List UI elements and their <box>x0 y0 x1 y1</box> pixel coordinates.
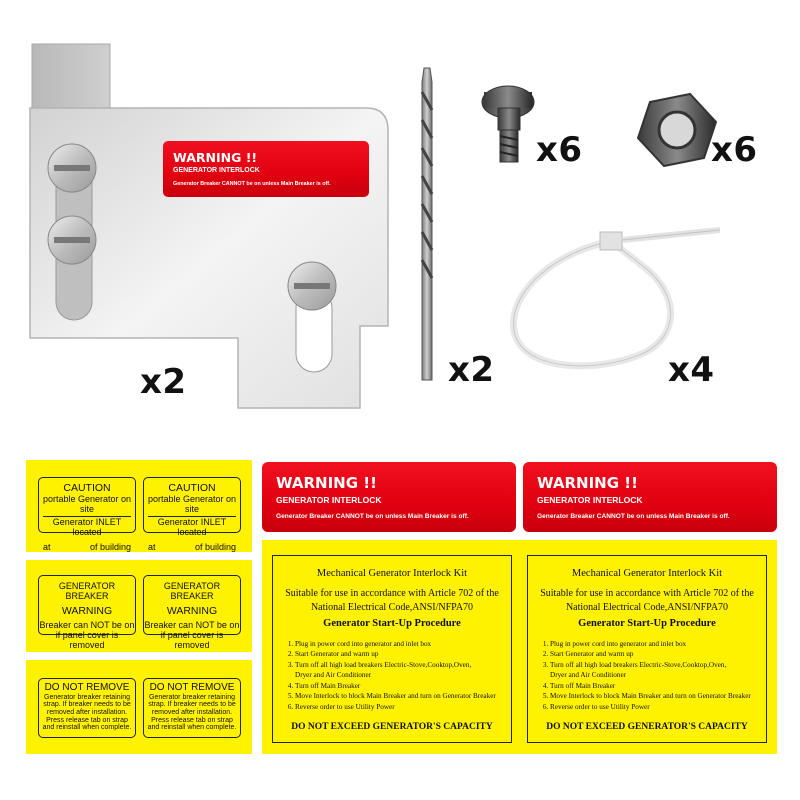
plate-warning-title: WARNING !! <box>173 150 258 165</box>
kit-steps-2: 1. Plug in power cord into generator and inlet box 2. Start Generator and warm up 3. Turn off all high load breakers Electric-Stove,Cooktop,Oven, Dryer and Air Conditioner 4. Turn off Main Breaker 5. Move Interlock to block Main Breaker and turn on Generator Breaker 6. Reverse order to use Utility Power <box>550 639 766 712</box>
breaker-label-sheet <box>26 560 252 652</box>
plate-screw-2 <box>48 216 96 264</box>
breaker-label-1: GENERATOR BREAKER WARNING Breaker can NOT be on if panel cover is removed <box>38 575 136 635</box>
plate-screw-3 <box>288 262 336 310</box>
warning-label-2: WARNING !! GENERATOR INTERLOCK Generator Breaker CANNOT be on unless Main Breaker is off. <box>523 462 777 532</box>
drill-bit-image <box>422 68 432 380</box>
screw-quantity: x6 <box>536 130 583 170</box>
kit-label-2: Mechanical Generator Interlock Kit Suitable for use in accordance with Article 702 of the National Electrical Code,ANSI/NFPA70 Generator Start-Up Procedure 1. Plug in power cord into generator and inlet box 2. Start Generator and warm up 3. Turn off all high load breakers Electric-Stove,Cooktop,Oven, Dryer and Air Conditioner 4. Turn off Main Breaker 5. Move Interlock to block Main Breaker and turn on Generator Breaker 6. Reverse order to use Utility Power DO NOT EXCEED GENERATOR'S CAPACITY <box>527 555 767 743</box>
caution-label-sheet <box>26 460 252 552</box>
hex-nut-image <box>638 94 716 166</box>
plate-warning-text: Generator Breaker CANNOT be on unless Main Breaker is off. <box>173 181 331 187</box>
breaker-label-2: GENERATOR BREAKER WARNING Breaker can NOT be on if panel cover is removed <box>143 575 241 635</box>
plate-screw-1 <box>48 144 96 192</box>
nut-quantity: x6 <box>711 130 758 170</box>
plate-quantity: x2 <box>140 362 187 402</box>
plate-warning-sticker <box>163 141 369 197</box>
remove-label-2: DO NOT REMOVE Generator breaker retaining strap. If breaker needs to be removed after installation. Press release tab on strap and reinstall when complete. <box>143 678 241 738</box>
caution-label-1: CAUTION portable Generator on site Generator INLET located at of building <box>38 477 136 533</box>
cable-tie-quantity: x4 <box>668 350 715 390</box>
warning-label-1: WARNING !! GENERATOR INTERLOCK Generator Breaker CANNOT be on unless Main Breaker is off. <box>262 462 516 532</box>
remove-label-1: DO NOT REMOVE Generator breaker retaining strap. If breaker needs to be removed after installation. Press release tab on strap and reinstall when complete. <box>38 678 136 738</box>
kit-label-1: Mechanical Generator Interlock Kit Suitable for use in accordance with Article 702 of the National Electrical Code,ANSI/NFPA70 Generator Start-Up Procedure 1. Plug in power cord into generator and inlet box 2. Start Generator and warm up 3. Turn off all high load breakers Electric-Stove,Cooktop,Oven, Dryer and Air Conditioner 4. Turn off Main Breaker 5. Move Interlock to block Main Breaker and turn on Generator Breaker 6. Reverse order to use Utility Power DO NOT EXCEED GENERATOR'S CAPACITY <box>272 555 512 743</box>
caution-label-2: CAUTION portable Generator on site Generator INLET located at of building <box>143 477 241 533</box>
kit-steps-1: 1. Plug in power cord into generator and inlet box 2. Start Generator and warm up 3. Turn off all high load breakers Electric-Stove,Cooktop,Oven, Dryer and Air Conditioner 4. Turn off Main Breaker 5. Move Interlock to block Main Breaker and turn on Generator Breaker 6. Reverse order to use Utility Power <box>295 639 511 712</box>
plate-warning-subtitle: GENERATOR INTERLOCK <box>173 167 260 174</box>
drill-bit-quantity: x2 <box>448 350 495 390</box>
cable-tie-image <box>514 230 720 366</box>
shoulder-screw-image <box>482 86 534 162</box>
remove-label-sheet <box>26 660 252 754</box>
